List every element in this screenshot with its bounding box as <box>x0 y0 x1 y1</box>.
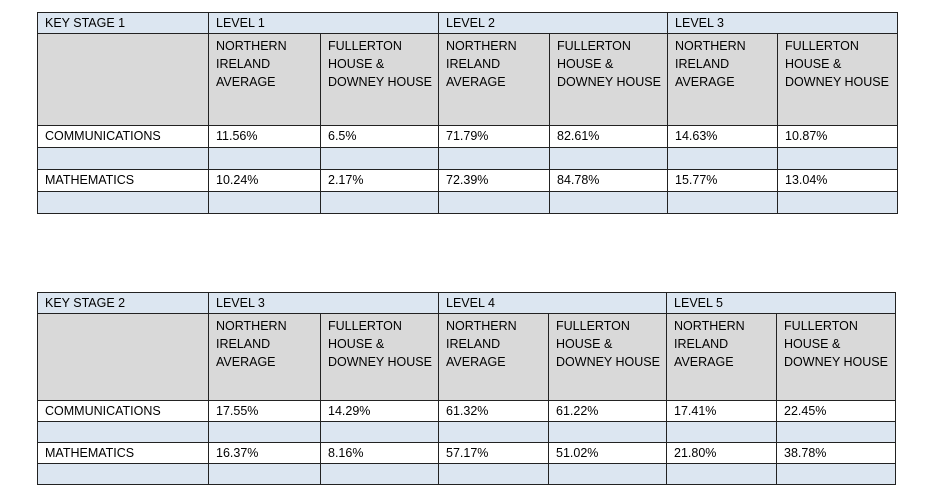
header-row <box>38 293 896 314</box>
value-cell: 6.5% <box>321 126 439 148</box>
table-row <box>38 443 896 464</box>
header-row <box>38 13 898 34</box>
value-cell: 72.39% <box>439 170 550 192</box>
value-cell: 10.24% <box>209 170 321 192</box>
subject-cell: MATHEMATICS <box>38 170 209 192</box>
value-cell: 61.32% <box>439 401 549 422</box>
level-header: LEVEL 3 <box>668 13 898 34</box>
key-stage-1-table <box>37 12 898 214</box>
subheader-row <box>38 34 898 126</box>
table-row <box>38 126 898 148</box>
value-cell: 13.04% <box>778 170 898 192</box>
value-cell: 16.37% <box>209 443 321 464</box>
fullerton-downey-header: FULLERTON HOUSE & DOWNEY HOUSE <box>321 34 439 126</box>
fullerton-downey-header: FULLERTON HOUSE & DOWNEY HOUSE <box>550 34 668 126</box>
fullerton-downey-header: FULLERTON HOUSE & DOWNEY HOUSE <box>321 314 439 401</box>
value-cell: 14.29% <box>321 401 439 422</box>
subject-cell: COMMUNICATIONS <box>38 401 209 422</box>
value-cell: 17.55% <box>209 401 321 422</box>
value-cell: 8.16% <box>321 443 439 464</box>
ni-average-header: NORTHERN IRELAND AVERAGE <box>439 34 550 126</box>
subject-cell: COMMUNICATIONS <box>38 126 209 148</box>
fullerton-downey-header: FULLERTON HOUSE & DOWNEY HOUSE <box>549 314 667 401</box>
ni-average-header: NORTHERN IRELAND AVERAGE <box>439 314 549 401</box>
spacer-row <box>38 192 898 214</box>
ni-average-header: NORTHERN IRELAND AVERAGE <box>209 314 321 401</box>
fullerton-downey-header: FULLERTON HOUSE & DOWNEY HOUSE <box>777 314 896 401</box>
value-cell: 22.45% <box>777 401 896 422</box>
value-cell: 2.17% <box>321 170 439 192</box>
value-cell: 38.78% <box>777 443 896 464</box>
value-cell: 11.56% <box>209 126 321 148</box>
value-cell: 57.17% <box>439 443 549 464</box>
value-cell: 17.41% <box>667 401 777 422</box>
value-cell: 14.63% <box>668 126 778 148</box>
level-header: LEVEL 3 <box>209 293 439 314</box>
level-header: LEVEL 5 <box>667 293 896 314</box>
value-cell: 21.80% <box>667 443 777 464</box>
table-row <box>38 401 896 422</box>
value-cell: 15.77% <box>668 170 778 192</box>
fullerton-downey-header: FULLERTON HOUSE & DOWNEY HOUSE <box>778 34 898 126</box>
value-cell: 51.02% <box>549 443 667 464</box>
ni-average-header: NORTHERN IRELAND AVERAGE <box>668 34 778 126</box>
ni-average-header: NORTHERN IRELAND AVERAGE <box>667 314 777 401</box>
value-cell: 71.79% <box>439 126 550 148</box>
value-cell: 84.78% <box>550 170 668 192</box>
blank-cell <box>38 34 209 126</box>
level-header: LEVEL 4 <box>439 293 667 314</box>
stage-label: KEY STAGE 2 <box>38 293 209 314</box>
spacer-row <box>38 148 898 170</box>
blank-cell <box>38 314 209 401</box>
table-row <box>38 170 898 192</box>
value-cell: 61.22% <box>549 401 667 422</box>
level-header: LEVEL 2 <box>439 13 668 34</box>
level-header: LEVEL 1 <box>209 13 439 34</box>
value-cell: 10.87% <box>778 126 898 148</box>
subject-cell: MATHEMATICS <box>38 443 209 464</box>
stage-label: KEY STAGE 1 <box>38 13 209 34</box>
key-stage-2-table <box>37 292 896 485</box>
spacer-row <box>38 422 896 443</box>
ni-average-header: NORTHERN IRELAND AVERAGE <box>209 34 321 126</box>
value-cell: 82.61% <box>550 126 668 148</box>
spacer-row <box>38 464 896 485</box>
subheader-row <box>38 314 896 401</box>
